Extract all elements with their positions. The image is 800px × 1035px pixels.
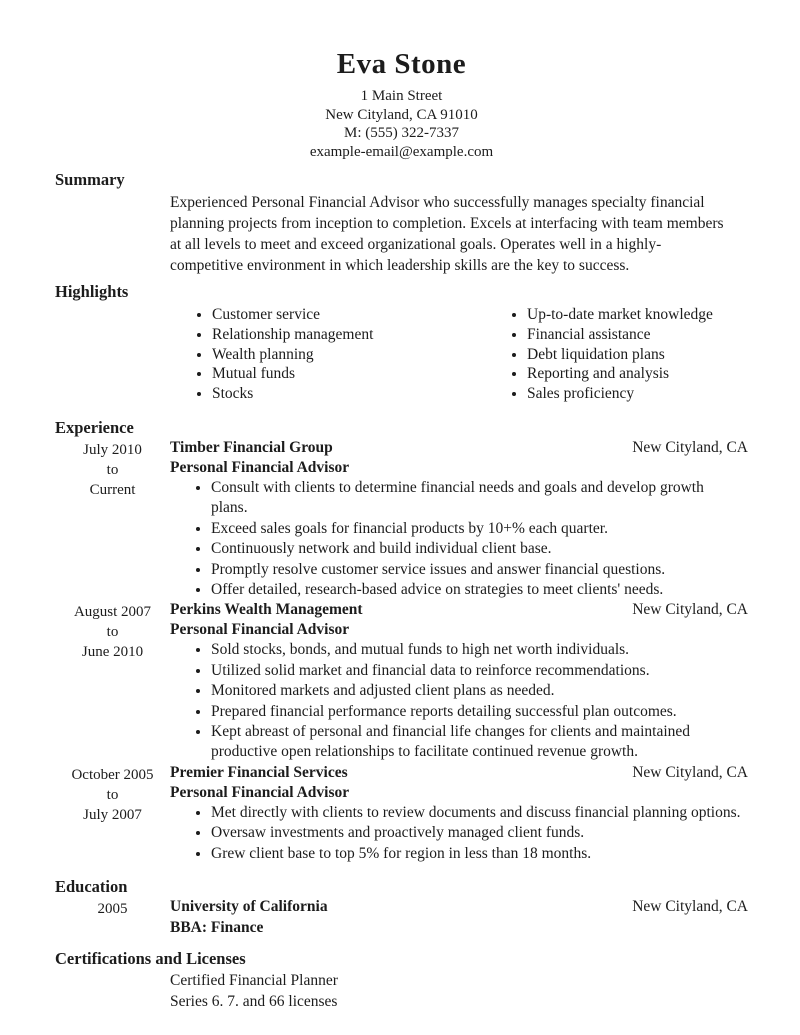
section-summary bbox=[55, 169, 748, 276]
job-company: Perkins Wealth Management bbox=[170, 601, 363, 619]
address-line-2: New Cityland, CA 91010 bbox=[325, 106, 478, 123]
address-line-1: 1 Main Street bbox=[360, 88, 443, 104]
certifications-title: Certifications and Licenses bbox=[55, 949, 246, 969]
email-line: example-email@example.com bbox=[309, 143, 494, 160]
certification-item: Series 6. 7. and 66 licenses bbox=[170, 992, 338, 1010]
job-date-end: June 2010 bbox=[81, 644, 144, 661]
highlights-title: Highlights bbox=[55, 282, 129, 301]
job-bullet: • Continuously network and build individual client base. bbox=[211, 539, 748, 559]
job-header-line bbox=[170, 600, 748, 620]
job-date-end: July 2007 bbox=[83, 806, 142, 823]
job-location: New Cityland, CA bbox=[632, 763, 748, 781]
highlight-item: • Mutual funds bbox=[212, 364, 485, 384]
education-degree: BBA: Finance bbox=[170, 918, 264, 936]
job-bullet: • Kept abreast of personal and financial life changes for clients and maintained productive open relationships to facilitate continued revenue growth. bbox=[211, 722, 748, 763]
highlight-item: • Up-to-date market knowledge bbox=[527, 305, 713, 325]
job-bullet-list bbox=[170, 478, 748, 600]
experience-job bbox=[55, 600, 748, 762]
job-bullet: • Offer detailed, research-based advice on strategies to meet clients' needs. bbox=[211, 580, 748, 600]
education-title: Education bbox=[55, 877, 128, 897]
job-bullet: • Monitored markets and adjusted client plans as needed. bbox=[211, 681, 748, 701]
certification-item: Certified Financial Planner bbox=[170, 972, 338, 990]
section-experience bbox=[55, 417, 748, 864]
section-certifications bbox=[55, 948, 748, 1012]
highlight-item: • Financial assistance bbox=[527, 325, 713, 345]
job-company: Timber Financial Group bbox=[170, 438, 333, 456]
job-bullet-list bbox=[170, 640, 748, 762]
job-bullet: • Exceed sales goals for financial products by 10+% each quarter. bbox=[211, 519, 748, 539]
summary-title: Summary bbox=[55, 170, 125, 189]
job-body bbox=[170, 600, 748, 762]
job-body bbox=[170, 763, 748, 864]
highlight-item: • Customer service bbox=[212, 305, 485, 325]
job-date-separator: to bbox=[106, 461, 119, 478]
certifications-list bbox=[170, 971, 748, 1012]
experience-job bbox=[55, 763, 748, 864]
job-bullet: • Consult with clients to determine financial needs and goals and develop growth plans. bbox=[211, 478, 748, 519]
job-bullet: • Oversaw investments and proactively managed client funds. bbox=[211, 823, 748, 843]
job-body bbox=[170, 438, 748, 600]
job-date-end: Current bbox=[89, 481, 136, 498]
job-bullet: • Prepared financial performance reports detailing successful plan outcomes. bbox=[211, 702, 748, 722]
job-header-line bbox=[170, 763, 748, 783]
job-dates bbox=[55, 438, 170, 600]
highlight-item: • Wealth planning bbox=[212, 345, 485, 365]
job-date-start: August 2007 bbox=[73, 604, 152, 621]
job-bullet: • Sold stocks, bonds, and mutual funds to high net worth individuals. bbox=[211, 640, 748, 660]
job-bullet: • Utilized solid market and financial data to reinforce recommendations. bbox=[211, 661, 748, 681]
education-location: New Cityland, CA bbox=[632, 898, 748, 916]
experience-job bbox=[55, 438, 748, 600]
highlights-column-1 bbox=[170, 305, 485, 404]
section-education bbox=[55, 876, 748, 938]
education-year: 2005 bbox=[97, 901, 128, 918]
education-header-line bbox=[170, 897, 748, 918]
resume-name: Eva Stone bbox=[336, 48, 467, 80]
summary-text: Experienced Personal Financial Advisor who successfully manages specialty financial planning projects from inception to completion. Excels at interfacing with team members at all levels to meet and exceed organizational goals. Operates well in a highly-competitive environment in which leadership skills are the key to success. bbox=[170, 194, 724, 274]
education-school: University of California bbox=[170, 898, 328, 916]
job-bullet-list bbox=[170, 803, 748, 864]
highlights-columns bbox=[170, 305, 748, 404]
phone-line: M: (555) 322-7337 bbox=[344, 125, 459, 141]
job-bullet: • Grew client base to top 5% for region in less than 18 months. bbox=[211, 844, 748, 864]
job-company: Premier Financial Services bbox=[170, 763, 348, 781]
highlight-item: • Reporting and analysis bbox=[527, 364, 713, 384]
job-date-separator: to bbox=[106, 624, 119, 641]
job-role: Personal Financial Advisor bbox=[170, 621, 350, 639]
highlight-item: • Debt liquidation plans bbox=[527, 345, 713, 365]
job-dates bbox=[55, 600, 170, 762]
resume-header bbox=[55, 47, 748, 161]
highlight-item: • Relationship management bbox=[212, 325, 485, 345]
highlights-column-2 bbox=[485, 305, 713, 404]
education-entry bbox=[55, 897, 748, 938]
job-date-start: July 2010 bbox=[83, 441, 142, 458]
job-bullet: • Met directly with clients to review documents and discuss financial planning options. bbox=[211, 803, 748, 823]
job-role: Personal Financial Advisor bbox=[170, 458, 350, 476]
job-bullet: • Promptly resolve customer service issues and answer financial questions. bbox=[211, 560, 748, 580]
job-header-line bbox=[170, 438, 748, 458]
job-date-start: October 2005 bbox=[71, 766, 154, 783]
job-location: New Cityland, CA bbox=[632, 601, 748, 619]
experience-title: Experience bbox=[55, 417, 134, 437]
job-dates bbox=[55, 763, 170, 864]
job-date-separator: to bbox=[106, 786, 119, 803]
education-body bbox=[170, 897, 748, 938]
section-highlights bbox=[55, 281, 748, 404]
highlight-item: • Stocks bbox=[212, 384, 485, 404]
highlight-item: • Sales proficiency bbox=[527, 384, 713, 404]
job-role: Personal Financial Advisor bbox=[170, 783, 350, 801]
job-location: New Cityland, CA bbox=[632, 438, 748, 456]
